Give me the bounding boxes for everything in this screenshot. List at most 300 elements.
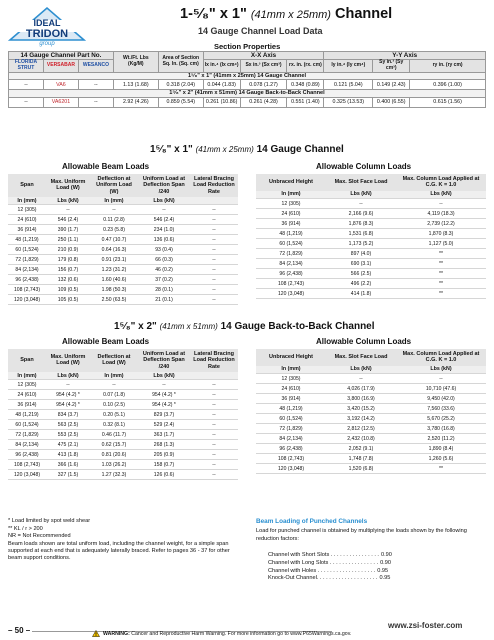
table-row [8,390,238,400]
table-cell: 954 (4.2) * [46,400,90,410]
col-header: Max. Column Load Applied at C.G. K = 1.0 [396,349,486,366]
table-row [8,410,238,420]
warning-text: Cancer and Reproductive Harm Warning. For more information go to www.P65Warnings.ca.gov. [131,630,352,637]
table-cell: 2,052 (9.1) [326,444,396,454]
table-cell: 366 (1.6) [46,460,90,470]
table-cell: 205 (0.9) [138,450,190,460]
section1-title [150,144,344,155]
table-cell: 475 (2.1) [46,440,90,450]
table-cell: 1.23 (31.2) [90,265,138,275]
table-cell: 1.03 (26.2) [90,460,138,470]
svg-text:TRIDON: TRIDON [25,28,69,40]
table-cell: 829 (3.7) [138,410,190,420]
section1-column-table [256,174,486,299]
table-cell: -- [190,450,238,460]
table-cell: -- [190,215,238,225]
table-cell: 3,800 (16.9) [326,394,396,404]
table-cell: -- [326,374,396,384]
table-row [256,229,486,239]
table-cell: 126 (0.6) [138,470,190,480]
cell-part: VA6201 [43,97,78,107]
table-row [8,400,238,410]
table-cell: 36 (914) [8,225,46,235]
table-row [8,285,238,295]
factor-label: Channel with Holes . . . . . . . . . . . . . . . . . . . [268,567,376,574]
x-axis-header: X-X Axis [203,52,324,60]
unit-header: Lbs (kN) [46,372,90,380]
iy-header: Iy in.⁴ (Iy cm⁴) [324,60,373,73]
cell-part: VA6 [43,80,78,90]
col-header: Uniform Load at Deflection Span /240 [138,174,190,197]
table-cell: 84 (2,134) [256,434,326,444]
brand-versabar: VERSABAR [43,60,78,73]
table-cell: 136 (0.6) [138,235,190,245]
table-row [256,219,486,229]
table-cell: ** [396,249,486,259]
col-header: Max. Slot Face Load [326,174,396,191]
table-cell: -- [190,245,238,255]
table-cell: 72 (1,829) [8,430,46,440]
col-header: Span [8,174,46,197]
table-cell: 12 (305) [256,199,326,209]
section1-beam-table [8,174,238,305]
table-row [256,239,486,249]
table-row [256,414,486,424]
table-row [8,430,238,440]
table-cell: 0.23 (5.8) [90,225,138,235]
table-cell: 84 (2,134) [8,265,46,275]
unit-header: In (mm) [8,197,46,205]
cell: 0.396 (1.00) [410,80,486,90]
table-cell: 28 (0.1) [138,285,190,295]
table-cell: -- [90,205,138,215]
table-row [256,444,486,454]
col-header: Max. Column Load Applied at C.G. K = 1.0 [396,174,486,191]
table-cell: -- [396,199,486,209]
section2-size: 1⁵⁄₈" x 2" [114,321,157,332]
table-cell: 1,531 (6.8) [326,229,396,239]
table-cell: 1,173 (5.2) [326,239,396,249]
table-cell: 1,748 (7.8) [326,454,396,464]
table-row [256,269,486,279]
section1-tail: 14 Gauge Channel [256,144,344,155]
cell: 0.044 (1.83) [203,80,240,90]
table-cell: -- [190,225,238,235]
row2-title: 1⁵⁄₈" x 2" (41mm x 51mm) 14 Gauge Back-to-Back Channel [9,90,486,97]
table-row [256,384,486,394]
factor-value: 0.90 [380,559,391,566]
table-cell: 46 (0.2) [138,265,190,275]
unit-header: In (mm) [8,372,46,380]
warning-label: WARNING: [103,630,130,637]
list-item [268,575,468,583]
col-header: Lateral Bracing Load Reduction Rate [190,174,238,197]
table-cell: 108 (2,743) [8,460,46,470]
col-header: Max. Uniform Load (W) [46,349,90,372]
table-cell: 0.07 (1.8) [90,390,138,400]
table-row [8,225,238,235]
unit-header: Lbs (kN) [138,372,190,380]
table-row [8,265,238,275]
cell: 0.400 (6.55) [373,97,410,107]
table-row [256,434,486,444]
prop65-warning [92,630,351,637]
section2-tail: 14 Gauge Back-to-Back Channel [220,321,375,332]
table-cell: 36 (914) [8,400,46,410]
table-cell: 3,780 (16.8) [396,424,486,434]
table-cell: 12 (305) [8,205,46,215]
punched-body: Load for punched channel is obtained by multiplying the loads shown by the following reduction factors: [256,528,467,542]
unit-header: Lbs (kN) [138,197,190,205]
page-title [180,6,392,22]
table-cell: 0.11 (2.8) [90,215,138,225]
section2-metric: (41mm x 51mm) [159,322,218,331]
cell: -- [9,80,44,90]
table-cell: 9,450 (42.0) [396,394,486,404]
punched-heading: Beam Loading of Punched Channels [256,518,368,525]
section2-beam-table [8,349,238,480]
section2-column-table [256,349,486,474]
table-cell: -- [46,205,90,215]
table-cell: 0.64 (16.3) [90,245,138,255]
page-subtitle: 14 Gauge Channel Load Data [198,26,323,36]
col-header: Max. Slot Face Load [326,349,396,366]
table-cell: 105 (0.5) [46,295,90,305]
table-cell: 0.47 (10.7) [90,235,138,245]
sy-header: Sy in.³ (Sy cm³) [373,60,410,73]
table-cell: -- [190,420,238,430]
list-item [268,560,468,568]
col-header: Max. Uniform Load (W) [46,174,90,197]
cell: 0.261 (4.28) [240,97,287,107]
table-cell: 690 (3.1) [326,259,396,269]
factor-label: Channel with Short Slots . . . . . . . . . . . . . . . . [268,552,379,558]
table-cell: 156 (0.7) [46,265,90,275]
table-cell: 546 (2.4) [46,215,90,225]
col-header: Span [8,349,46,372]
unit-header: In (mm) [90,372,138,380]
section2-beam-heading: Allowable Beam Loads [62,337,150,346]
col-header: Unbraced Height [256,349,326,366]
table-cell: 108 (2,743) [8,285,46,295]
table-cell: 24 (610) [256,209,326,219]
table-row [256,289,486,299]
table-cell: 4,026 (17.9) [326,384,396,394]
table-cell: 84 (2,134) [256,259,326,269]
table-row [8,245,238,255]
table-cell: 3,420 (15.2) [326,404,396,414]
warning-icon [92,630,100,637]
table-cell: 268 (1.3) [138,440,190,450]
table-cell: 1,870 (8.3) [396,229,486,239]
table-cell: 120 (3,048) [256,289,326,299]
unit-header: Lbs (kN) [396,191,486,199]
table-cell: -- [190,235,238,245]
table-cell: 108 (2,743) [256,454,326,464]
table-row [9,80,486,90]
table-cell: 0.46 (11.7) [90,430,138,440]
table-row [8,235,238,245]
list-item [268,568,468,576]
table-row [8,450,238,460]
table-cell: 158 (0.7) [138,460,190,470]
table-cell: 96 (2,438) [8,275,46,285]
cell: 2.92 (4.26) [113,97,158,107]
title-size: 1-⁵⁄₈" x 1" [180,6,247,22]
table-cell: ** [396,269,486,279]
section2-title [114,321,375,332]
unit-header: Lbs (kN) [326,191,396,199]
area-header: Area of Section Sq. In. (Sq. cm) [158,52,203,73]
table-row [256,249,486,259]
brand-florida-strut: FLORIDA STRUT [9,60,44,73]
table-cell: 108 (2,743) [256,279,326,289]
table-cell: 0.91 (23.1) [90,255,138,265]
table-cell: -- [190,400,238,410]
table-cell: 96 (2,438) [256,269,326,279]
table-cell: 12 (305) [8,380,46,390]
table-cell: 7,560 (33.6) [396,404,486,414]
table-cell: 72 (1,829) [256,424,326,434]
table-cell: ** [396,464,486,474]
table-cell: 834 (3.7) [46,410,90,420]
unit-header: In (mm) [256,191,326,199]
table-cell: -- [190,380,238,390]
table-cell: 12 (305) [256,374,326,384]
col-header: Uniform Load at Deflection Span /240 [138,349,190,372]
table-cell: 546 (2.4) [138,215,190,225]
table-cell: -- [138,205,190,215]
table-row [256,279,486,289]
table-cell: -- [190,460,238,470]
table-cell: 0.81 (20.6) [90,450,138,460]
unit-header: In (mm) [90,197,138,205]
table-cell: 1,876 (8.3) [326,219,396,229]
table-row [8,295,238,305]
cell: 0.318 (2.04) [158,80,203,90]
table-cell: -- [190,440,238,450]
cell: -- [9,97,44,107]
table-cell: 21 (0.1) [138,295,190,305]
table-cell: -- [326,199,396,209]
table-cell: 1,520 (6.8) [326,464,396,474]
section1-metric: (41mm x 25mm) [195,145,254,154]
table-cell: ** [396,279,486,289]
table-cell: ** [396,289,486,299]
title-tail: Channel [334,6,393,22]
sx-header: Sx in.³ (Sx cm³) [240,60,287,73]
unit-header: Lbs (kN) [46,197,90,205]
table-cell: 60 (1,524) [256,239,326,249]
row1-title: 1⁵⁄₈" x 1" (41mm x 25mm) 14 Gauge Channel [9,72,486,79]
table-row [256,424,486,434]
table-cell: -- [46,380,90,390]
table-cell: 1.27 (32.3) [90,470,138,480]
table-cell: 96 (2,438) [256,444,326,454]
table-cell: -- [90,380,138,390]
cell: -- [78,97,113,107]
table-cell: -- [190,205,238,215]
col-header: Unbraced Height [256,174,326,191]
cell: 1.13 (1.68) [113,80,158,90]
list-item [268,552,468,560]
table-cell: 1,890 (8.4) [396,444,486,454]
unit-header [190,372,238,380]
section-properties-heading: Section Properties [214,42,281,51]
unit-header: In (mm) [256,366,326,374]
table-cell: 1,127 (5.0) [396,239,486,249]
col-header: Lateral Bracing Load Reduction Rate [190,349,238,372]
table-cell: 1.98 (50.3) [90,285,138,295]
section1-size: 1⁵⁄₈" x 1" [150,144,193,155]
table-row [8,275,238,285]
table-cell: -- [396,374,486,384]
table-cell: 5,670 (25.2) [396,414,486,424]
cell: 0.078 (1.27) [240,80,287,90]
table-row [8,460,238,470]
table-row [256,199,486,209]
table-cell: -- [190,390,238,400]
table-row [256,259,486,269]
part-no-header: 14 Gauge Channel Part No. [9,52,114,60]
table-cell: 529 (2.4) [138,420,190,430]
table-row [256,209,486,219]
factor-value: 0.95 [379,575,391,582]
table-cell: 563 (2.5) [46,420,90,430]
table-cell: 109 (0.5) [46,285,90,295]
table-cell: 2,166 (9.6) [326,209,396,219]
table-row [256,394,486,404]
reduction-factor-list [268,552,468,583]
table-cell: 48 (1,219) [8,410,46,420]
table-row [8,215,238,225]
section-properties-table [8,51,486,108]
table-cell: -- [190,285,238,295]
table-cell: 954 (4.2) * [138,390,190,400]
table-cell: 120 (3,048) [8,470,46,480]
table-cell: 36 (914) [256,219,326,229]
footnotes [8,518,238,563]
table-cell: 179 (0.8) [46,255,90,265]
svg-text:IDEAL: IDEAL [33,18,61,28]
table-cell: 10,710 (47.6) [396,384,486,394]
table-cell: 132 (0.6) [46,275,90,285]
table-cell: -- [190,265,238,275]
col-header: Deflection at Load (W) [90,349,138,372]
table-cell: 60 (1,524) [8,420,46,430]
table-row [256,454,486,464]
footnote: * Load limited by spot weld shear [8,518,91,524]
table-cell: -- [190,295,238,305]
table-cell: 24 (610) [256,384,326,394]
table-cell: 413 (1.8) [46,450,90,460]
col-header: Deflection at Uniform Load (W) [90,174,138,197]
unit-header [190,197,238,205]
ix-header: Ix in.⁴ (Ix cm⁴) [203,60,240,73]
ideal-tridon-logo [8,6,86,48]
table-cell: 96 (2,438) [8,450,46,460]
table-cell: 390 (1.7) [46,225,90,235]
table-cell: -- [190,410,238,420]
section2-column-heading: Allowable Column Loads [316,337,412,346]
table-cell: 60 (1,524) [256,414,326,424]
table-cell: 24 (610) [8,215,46,225]
table-row [8,420,238,430]
website-link[interactable]: www.zsi-foster.com [388,621,463,630]
table-cell: 84 (2,134) [8,440,46,450]
table-cell: 0.20 (5.1) [90,410,138,420]
table-row [256,464,486,474]
cell: 0.261 (10.86) [203,97,240,107]
table-cell: 60 (1,524) [8,245,46,255]
table-cell: -- [190,430,238,440]
table-cell: 234 (1.0) [138,225,190,235]
table-cell: 897 (4.0) [326,249,396,259]
footnote: Beam loads shown are total uniform load, including the channel weight, for a simple span supported at each end that is adequately laterally braced. Refer to pages 36 - 37 for other beam support conditions. [8,540,230,562]
table-cell: 120 (3,048) [256,464,326,474]
y-axis-header: Y-Y Axis [324,52,486,60]
cell: 0.325 (13.53) [324,97,373,107]
cell: 0.348 (0.89) [287,80,324,90]
table-cell: 2,432 (10.8) [326,434,396,444]
table-cell: 37 (0.2) [138,275,190,285]
table-row [8,205,238,215]
table-row [256,374,486,384]
unit-header: Lbs (kN) [396,366,486,374]
cell: 0.121 (5.04) [324,80,373,90]
table-row [8,380,238,390]
table-cell: -- [138,380,190,390]
table-cell: 48 (1,219) [256,229,326,239]
table-cell: 2,739 (12.2) [396,219,486,229]
table-cell: -- [190,255,238,265]
cell: 0.859 (5.54) [158,97,203,107]
table-cell: 2.50 (63.5) [90,295,138,305]
section1-column-heading: Allowable Column Loads [316,162,412,171]
table-cell: 0.10 (2.5) [90,400,138,410]
table-row [9,97,486,107]
table-cell: 93 (0.4) [138,245,190,255]
table-cell: 0.32 (8.1) [90,420,138,430]
rx-header: rx. in. (rx. cm) [287,60,324,73]
table-cell: 363 (1.7) [138,430,190,440]
brand-wesanco: WESANCO [78,60,113,73]
factor-value: 0.90 [381,552,392,558]
table-cell: 3,192 (14.2) [326,414,396,424]
factor-label: Knock-Out Channel. . . . . . . . . . . . . . . . . . . . [268,575,378,582]
table-cell: 954 (4.2) * [138,400,190,410]
table-cell: 36 (914) [256,394,326,404]
section1-beam-heading: Allowable Beam Loads [62,162,150,171]
table-cell: 4,119 (18.3) [396,209,486,219]
table-cell: 553 (2.5) [46,430,90,440]
cell: 0.149 (2.43) [373,80,410,90]
table-row [8,440,238,450]
table-cell: 66 (0.3) [138,255,190,265]
table-cell: 2,520 (11.2) [396,434,486,444]
table-cell: 414 (1.8) [326,289,396,299]
title-metric: (41mm x 25mm) [250,9,331,21]
ry-header: ry in. (ry cm) [410,60,486,73]
footnote: NR = Not Recommended [8,533,71,540]
table-cell: 72 (1,829) [8,255,46,265]
cell: -- [78,80,113,90]
table-cell: 566 (2.5) [326,269,396,279]
cell: 0.615 (1.56) [410,97,486,107]
factor-label: Channel with Long Slots . . . . . . . . . . . . . . . . [268,559,379,566]
table-cell: 210 (0.9) [46,245,90,255]
table-cell: -- [190,275,238,285]
